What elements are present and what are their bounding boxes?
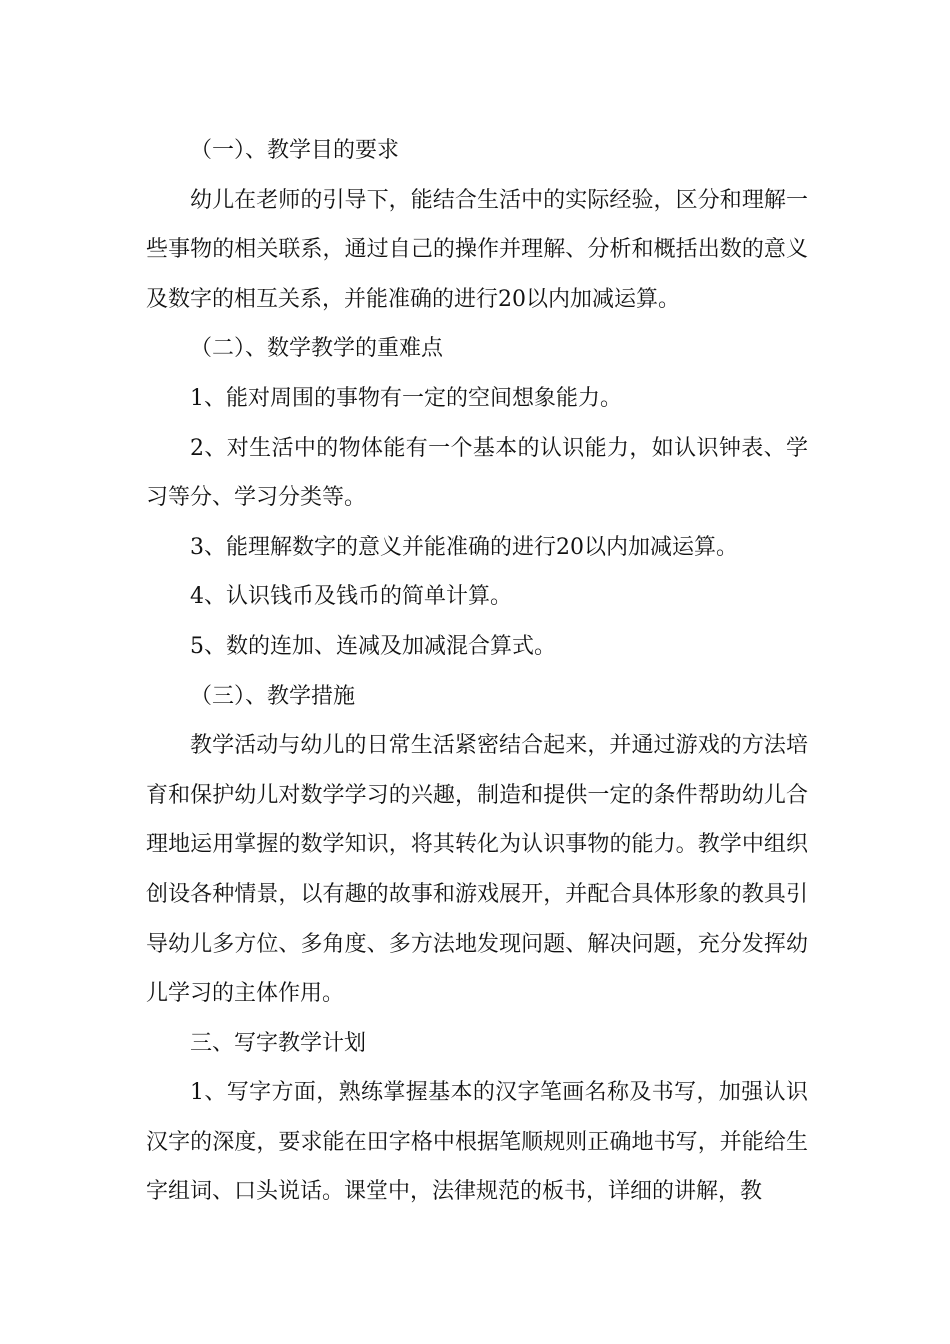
heading-key-difficulties: （二）、数学教学的重难点 [190, 336, 444, 362]
list-item-3: 3、能理解数字的意义并能准确的进行20以内加减运算。 [190, 534, 738, 560]
heading-writing-plan: 三、写字教学计划 [190, 1030, 367, 1056]
list-item-4: 4、认识钱币及钱币的简单计算。 [190, 584, 512, 610]
list-item-2: 2、对生活中的物体能有一个基本的认识能力，如认识钟表、学习等分、学习分类等。 [146, 435, 808, 511]
heading-teaching-measures: （三）、教学措施 [190, 683, 356, 709]
paragraph-teaching-measures: 教学活动与幼儿的日常生活紧密结合起来，并通过游戏的方法培育和保护幼儿对数学学习的兴趣，制造和提供一定的条件帮助幼儿合理地运用掌握的数学知识，将其转化为认识事物的能力。教学中组织创设各种情景，以有趣的故事和游戏展开，并配合具体形象的教具引导幼儿多方位、多角度、多方法地发现问题、解决问题，充分发挥幼儿学习的主体作用。 [146, 733, 808, 1007]
list-item-5: 5、数的连加、连减及加减混合算式。 [190, 633, 556, 659]
paragraph-writing-plan: 1、写字方面，熟练掌握基本的汉字笔画名称及书写，加强认识汉字的深度，要求能在田字格中根据笔顺规则正确地书写，并能给生字组词、口头说话。课堂中，法律规范的板书，详细的讲解，教 [146, 1080, 808, 1205]
heading-teaching-goals: （一）、教学目的要求 [190, 138, 400, 163]
list-item-1: 1、能对周围的事物有一定的空间想象能力。 [190, 385, 622, 411]
paragraph-teaching-goals: 幼儿在老师的引导下，能结合生活中的实际经验，区分和理解一些事物的相关联系，通过自己的操作并理解、分析和概括出数的意义及数字的相互关系，并能准确的进行20以内加减运算。 [146, 187, 808, 312]
document-body [146, 126, 808, 1217]
